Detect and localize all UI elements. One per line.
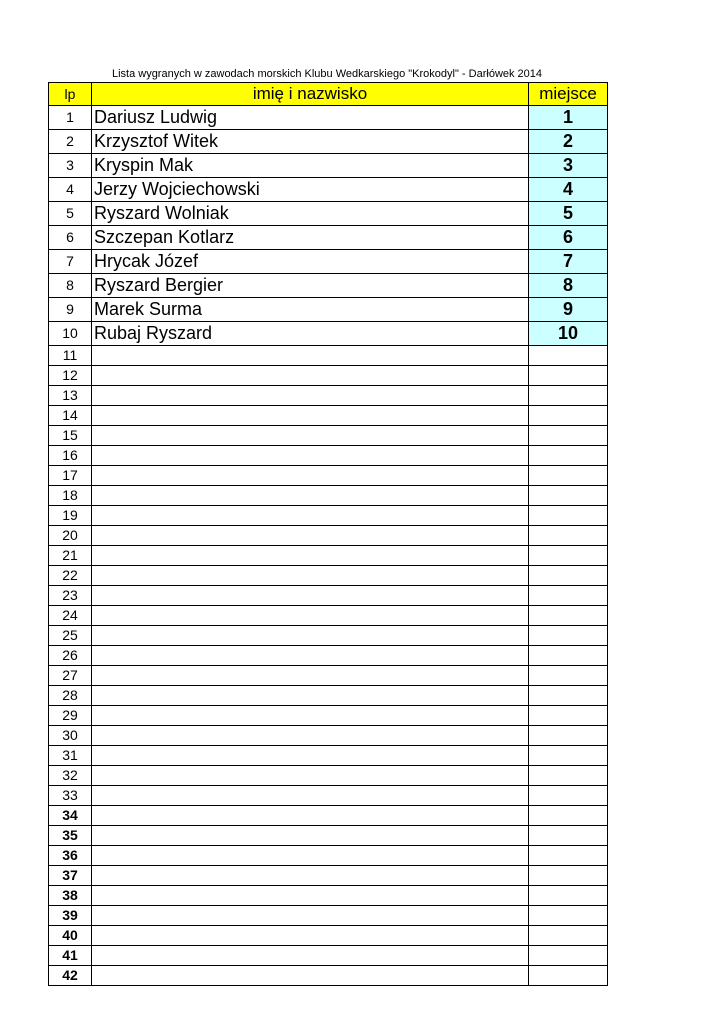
row-name (92, 686, 529, 706)
row-lp: 38 (49, 886, 92, 906)
row-name: Dariusz Ludwig (92, 106, 529, 130)
row-lp: 7 (49, 250, 92, 274)
header-row (49, 83, 608, 106)
table-row (49, 566, 608, 586)
table-row (49, 250, 608, 274)
row-place (529, 566, 608, 586)
row-place (529, 786, 608, 806)
row-lp: 42 (49, 966, 92, 986)
row-place (529, 466, 608, 486)
row-place (529, 746, 608, 766)
row-place (529, 886, 608, 906)
row-lp: 30 (49, 726, 92, 746)
row-lp: 36 (49, 846, 92, 866)
row-name (92, 866, 529, 886)
table-row (49, 726, 608, 746)
row-place (529, 866, 608, 886)
row-name (92, 546, 529, 566)
row-name (92, 426, 529, 446)
row-lp: 14 (49, 406, 92, 426)
table-row (49, 202, 608, 226)
table-row (49, 806, 608, 826)
row-place (529, 926, 608, 946)
header-place: miejsce (529, 83, 608, 106)
row-place (529, 906, 608, 926)
row-place (529, 366, 608, 386)
row-lp: 40 (49, 926, 92, 946)
row-name (92, 646, 529, 666)
row-place: 3 (529, 154, 608, 178)
table-row (49, 846, 608, 866)
row-name: Jerzy Wojciechowski (92, 178, 529, 202)
row-name (92, 706, 529, 726)
table-row (49, 322, 608, 346)
row-lp: 35 (49, 826, 92, 846)
row-name (92, 766, 529, 786)
row-place (529, 966, 608, 986)
table-row (49, 746, 608, 766)
table-row (49, 766, 608, 786)
row-name (92, 566, 529, 586)
row-lp: 23 (49, 586, 92, 606)
row-place (529, 706, 608, 726)
row-place (529, 606, 608, 626)
row-name: Marek Surma (92, 298, 529, 322)
row-name (92, 366, 529, 386)
table-row (49, 130, 608, 154)
row-name (92, 526, 529, 546)
row-name (92, 506, 529, 526)
row-name (92, 726, 529, 746)
table-row (49, 946, 608, 966)
row-lp: 10 (49, 322, 92, 346)
row-place (529, 586, 608, 606)
table-row (49, 386, 608, 406)
row-lp: 29 (49, 706, 92, 726)
row-name (92, 666, 529, 686)
row-name (92, 746, 529, 766)
row-place (529, 506, 608, 526)
winners-table (48, 82, 608, 986)
row-lp: 4 (49, 178, 92, 202)
row-place (529, 666, 608, 686)
row-name: Ryszard Wolniak (92, 202, 529, 226)
row-name (92, 626, 529, 646)
row-name (92, 846, 529, 866)
row-place: 8 (529, 274, 608, 298)
row-place (529, 726, 608, 746)
row-place (529, 846, 608, 866)
row-name (92, 966, 529, 986)
row-lp: 31 (49, 746, 92, 766)
row-lp: 27 (49, 666, 92, 686)
row-name (92, 386, 529, 406)
row-lp: 28 (49, 686, 92, 706)
table-row (49, 686, 608, 706)
row-name (92, 346, 529, 366)
row-name (92, 926, 529, 946)
row-place (529, 446, 608, 466)
row-place: 7 (529, 250, 608, 274)
row-name: Kryspin Mak (92, 154, 529, 178)
row-place (529, 826, 608, 846)
row-lp: 32 (49, 766, 92, 786)
header-name: imię i nazwisko (92, 83, 529, 106)
table-row (49, 966, 608, 986)
table-row (49, 298, 608, 322)
row-lp: 13 (49, 386, 92, 406)
row-place: 5 (529, 202, 608, 226)
row-lp: 19 (49, 506, 92, 526)
table-row (49, 786, 608, 806)
row-name (92, 906, 529, 926)
table-row (49, 406, 608, 426)
row-place: 2 (529, 130, 608, 154)
row-lp: 8 (49, 274, 92, 298)
table-row (49, 446, 608, 466)
row-place (529, 686, 608, 706)
row-place (529, 946, 608, 966)
row-lp: 11 (49, 346, 92, 366)
row-name (92, 606, 529, 626)
row-lp: 1 (49, 106, 92, 130)
row-name: Ryszard Bergier (92, 274, 529, 298)
table-row (49, 426, 608, 446)
row-name (92, 486, 529, 506)
row-name (92, 466, 529, 486)
table-row (49, 886, 608, 906)
row-place (529, 486, 608, 506)
row-name: Szczepan Kotlarz (92, 226, 529, 250)
row-lp: 39 (49, 906, 92, 926)
row-name: Hrycak Józef (92, 250, 529, 274)
row-lp: 9 (49, 298, 92, 322)
table-row (49, 178, 608, 202)
row-lp: 16 (49, 446, 92, 466)
row-lp: 5 (49, 202, 92, 226)
row-name (92, 406, 529, 426)
row-place (529, 426, 608, 446)
table-row (49, 486, 608, 506)
row-lp: 41 (49, 946, 92, 966)
row-name (92, 446, 529, 466)
row-lp: 22 (49, 566, 92, 586)
row-lp: 17 (49, 466, 92, 486)
table-row (49, 506, 608, 526)
table-row (49, 866, 608, 886)
row-lp: 25 (49, 626, 92, 646)
sheet-caption: Lista wygranych w zawodach morskich Klubu Wedkarskiego "Krokodyl" - Darłówek 2014 (111, 68, 543, 80)
row-lp: 3 (49, 154, 92, 178)
table-row (49, 666, 608, 686)
row-place: 6 (529, 226, 608, 250)
row-lp: 2 (49, 130, 92, 154)
table-row (49, 646, 608, 666)
row-lp: 26 (49, 646, 92, 666)
row-name (92, 786, 529, 806)
table-row (49, 546, 608, 566)
header-lp: lp (49, 83, 92, 106)
row-name (92, 806, 529, 826)
table-row (49, 366, 608, 386)
row-place (529, 646, 608, 666)
table-row (49, 906, 608, 926)
table-row (49, 226, 608, 250)
row-place (529, 626, 608, 646)
row-place: 1 (529, 106, 608, 130)
row-lp: 15 (49, 426, 92, 446)
table-row (49, 706, 608, 726)
row-place (529, 806, 608, 826)
row-place: 10 (529, 322, 608, 346)
row-place (529, 766, 608, 786)
table-row (49, 586, 608, 606)
row-lp: 18 (49, 486, 92, 506)
row-place: 9 (529, 298, 608, 322)
row-lp: 34 (49, 806, 92, 826)
table-row (49, 274, 608, 298)
row-place (529, 386, 608, 406)
table-row (49, 606, 608, 626)
row-lp: 12 (49, 366, 92, 386)
row-place (529, 346, 608, 366)
row-lp: 20 (49, 526, 92, 546)
row-name (92, 586, 529, 606)
row-name (92, 946, 529, 966)
row-place: 4 (529, 178, 608, 202)
table-row (49, 106, 608, 130)
row-name: Krzysztof Witek (92, 130, 529, 154)
row-lp: 24 (49, 606, 92, 626)
row-name (92, 886, 529, 906)
table-row (49, 626, 608, 646)
row-lp: 33 (49, 786, 92, 806)
table-row (49, 826, 608, 846)
row-name: Rubaj Ryszard (92, 322, 529, 346)
table-row (49, 466, 608, 486)
table-row (49, 926, 608, 946)
row-place (529, 406, 608, 426)
row-lp: 37 (49, 866, 92, 886)
row-lp: 21 (49, 546, 92, 566)
row-place (529, 546, 608, 566)
table-row (49, 154, 608, 178)
row-place (529, 526, 608, 546)
table-row (49, 346, 608, 366)
row-lp: 6 (49, 226, 92, 250)
row-name (92, 826, 529, 846)
table-row (49, 526, 608, 546)
